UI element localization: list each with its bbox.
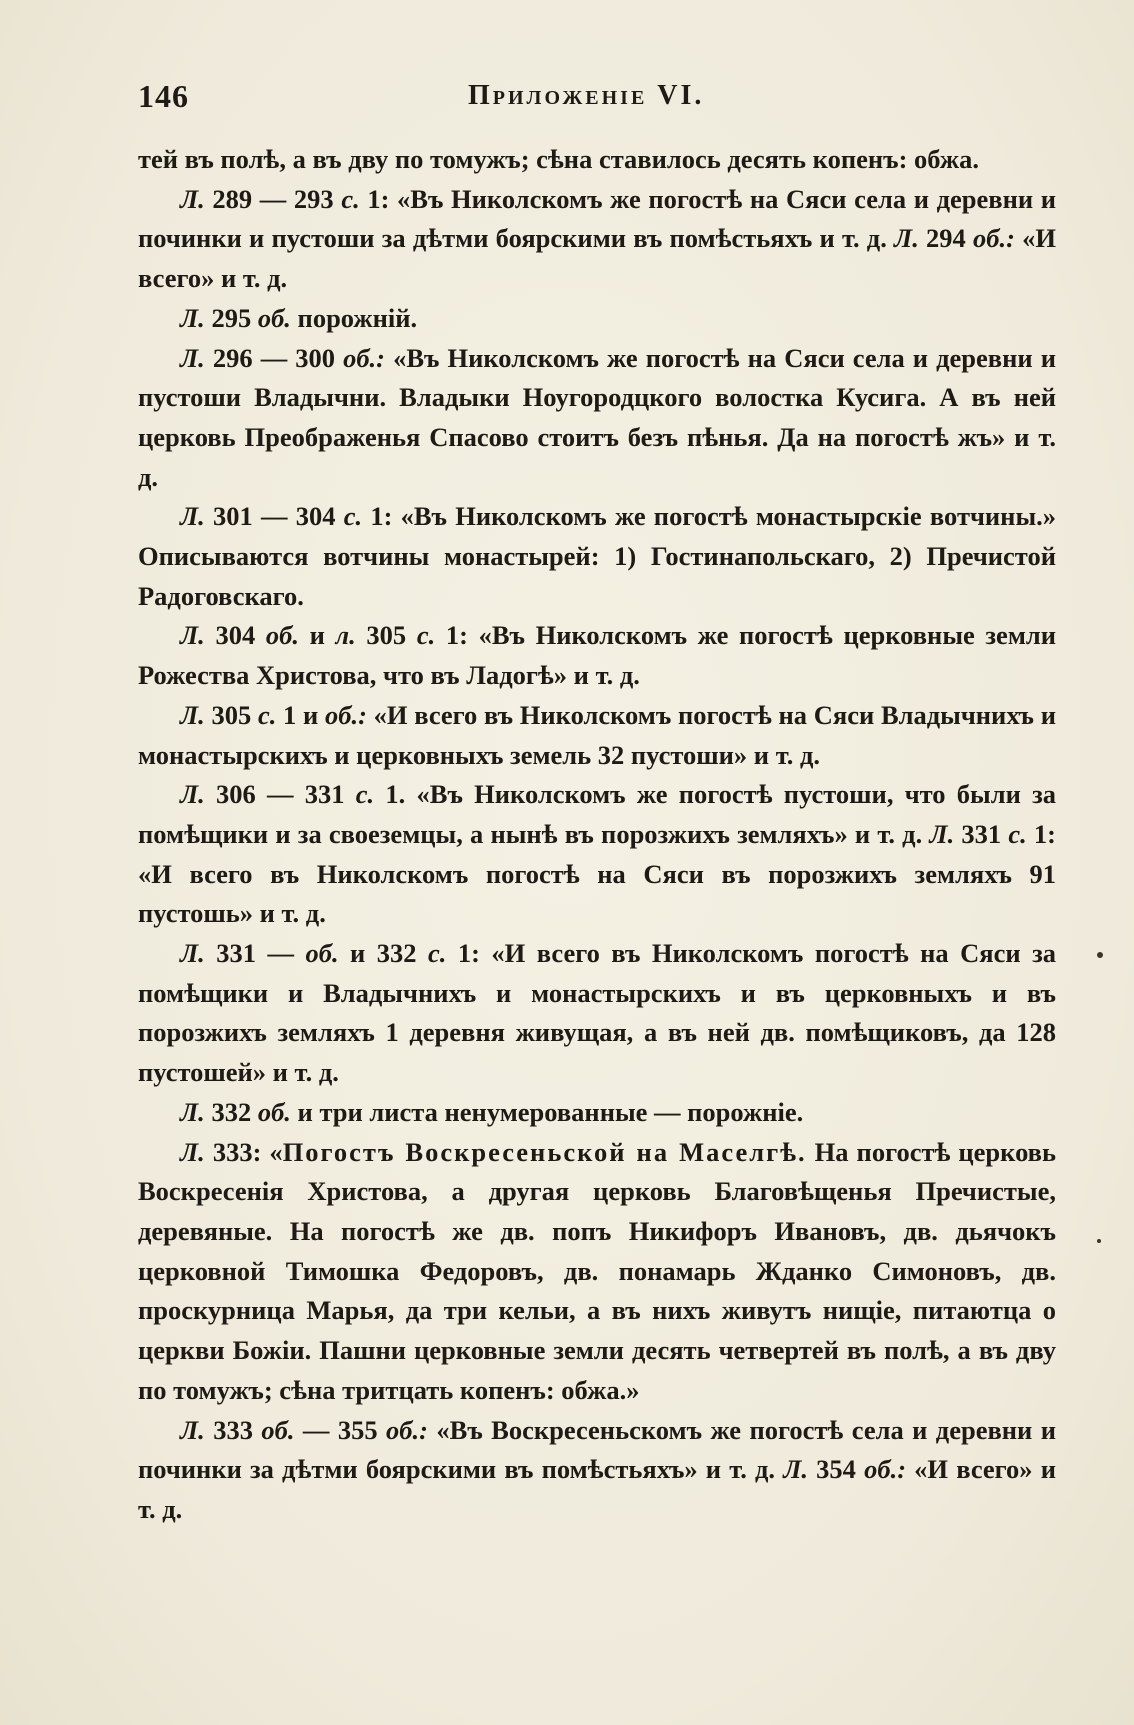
folio-reference: Л. xyxy=(180,342,205,373)
text-run: 333 xyxy=(204,1414,262,1445)
paragraph xyxy=(138,497,1056,616)
folio-reference: с. xyxy=(341,183,360,214)
text-run: 1: «Въ Николскомъ же погостѣ монастырскіе вотчины.» Описываются вотчины монастырей: 1) Гостинапольскаго, 2) Пречистой Радоговскаго. xyxy=(138,501,1057,611)
folio-reference: л. xyxy=(335,620,356,651)
text-run: 332 xyxy=(204,1096,258,1127)
folio-reference: с. xyxy=(355,779,375,810)
text-run: 296 — 300 xyxy=(204,342,344,373)
folio-reference: с. xyxy=(257,699,277,730)
folio-reference: Л. xyxy=(894,223,919,254)
folio-reference: об. xyxy=(257,1096,291,1127)
folio-reference: Л. xyxy=(180,1136,205,1167)
folio-reference: об.: xyxy=(324,699,367,730)
text-run: 1: «И всего въ Николскомъ погостѣ на Сяси въ порозжихъ земляхъ 91 пустошь» и т. д. xyxy=(138,818,1056,929)
text-run: На погостѣ церковь Воскресенія Христова, а другая церковь Благовѣщенья Пречистые, деревяные. На погостѣ же дв. попъ Никифоръ Ивановъ, дв. дьячокъ церковной Тимошка Федоровъ, дв. понамарь Жданко Симоновъ, дв. проскурница Марья, да три кельи, а въ нихъ живутъ нищіе, питаютца о церкви Божіи. Пашни церковные земли десять четвертей въ полѣ, а въ дву по томужъ; сѣна тритцать копенъ: обжа.» xyxy=(138,1136,1056,1405)
folio-reference: об. xyxy=(261,1414,295,1445)
folio-reference: Л. xyxy=(180,501,205,532)
text-run: Погостъ Воскресеньской на Маселгѣ. xyxy=(282,1136,807,1167)
text-run: 304 xyxy=(204,620,266,651)
text-run: «И всего» и т. д. xyxy=(138,1454,1056,1524)
folio-reference: Л. xyxy=(783,1454,809,1485)
folio-reference: Л. xyxy=(180,620,205,651)
folio-reference: Л. xyxy=(180,699,205,730)
text-run: «И всего въ Николскомъ погостѣ на Сяси Владычнихъ и монастырскихъ и церковныхъ земель 32 пустоши» и т. д. xyxy=(138,699,1056,770)
folio-reference: об.: xyxy=(343,342,385,373)
folio-reference: об. xyxy=(305,938,339,969)
folio-reference: Л. xyxy=(180,1414,205,1445)
paragraph xyxy=(138,1133,1056,1411)
text-run: 354 xyxy=(808,1454,865,1485)
paragraph xyxy=(138,775,1056,934)
text-run: «И всего» и т. д. xyxy=(138,223,1056,294)
text-run: 1. «Въ Николскомъ же погостѣ пустоши, что были за помѣщики и за своеземцы, а нынѣ въ порозжихъ земляхъ» и т. д. xyxy=(138,779,1057,849)
margin-speck xyxy=(1097,952,1103,958)
text-run: 1: «Въ Николскомъ же погостѣ на Сяси села и деревни и починки и пустоши за дѣтми боярскими въ помѣстьяхъ и т. д. xyxy=(138,183,1057,254)
folio-reference: Л. xyxy=(180,302,205,333)
text-run: 1 и xyxy=(276,699,325,730)
text-run: 305 xyxy=(204,699,258,730)
text-run: 1: «Въ Николскомъ же погостѣ церковные земли Рожества Христова, что въ Ладогѣ» и т. д. xyxy=(138,620,1057,691)
text-run: 289 — 293 xyxy=(204,183,342,214)
text-run: 333: « xyxy=(204,1136,283,1167)
folio-reference: Л. xyxy=(180,779,205,810)
paragraph xyxy=(138,696,1056,775)
folio-reference: Л. xyxy=(929,818,955,849)
text-run: — 355 xyxy=(294,1414,387,1445)
folio-reference: с. xyxy=(343,501,363,532)
text-run: и три листа ненумерованные — порожніе. xyxy=(290,1096,804,1127)
folio-reference: Л. xyxy=(180,1096,205,1127)
paragraph xyxy=(138,140,1056,180)
running-title: Приложеніе VI. xyxy=(468,80,705,111)
body-text xyxy=(138,140,1056,1530)
text-run: 306 — 331 xyxy=(204,779,356,810)
paragraph xyxy=(138,1411,1056,1530)
text-run: 301 — 304 xyxy=(204,501,344,532)
paragraph xyxy=(138,934,1056,1093)
text-run: порожній. xyxy=(290,302,418,333)
folio-reference: Л. xyxy=(180,938,205,969)
text-run: «Въ Воскресеньскомъ же погостѣ села и деревни и починки за дѣтми боярскими въ помѣстьяхъ» и т. д. xyxy=(138,1414,1057,1485)
paragraph xyxy=(138,180,1056,299)
text-run: и 332 xyxy=(338,938,428,969)
folio-reference: об. xyxy=(265,620,299,651)
folio-reference: об.: xyxy=(386,1414,428,1445)
text-run: 305 xyxy=(355,620,417,651)
text-run: тей въ полѣ, а въ дву по томужъ; сѣна ставилось десять копенъ: обжа. xyxy=(138,144,979,174)
text-run: 1: «И всего въ Николскомъ погостѣ на Сяси за помѣщики и Владычнихъ и монастырскихъ и въ церковныхъ и въ порозжихъ земляхъ 1 деревня живущая, а въ ней дв. помѣщиковъ, да 128 пустошей» и т. д. xyxy=(138,938,1056,1088)
text-run: 295 xyxy=(204,302,258,333)
paragraph xyxy=(138,299,1056,339)
text-run: 331 — xyxy=(204,938,306,969)
folio-reference: с. xyxy=(416,620,436,651)
folio-reference: с. xyxy=(428,938,447,969)
text-run: «Въ Николскомъ же погостѣ на Сяси села и деревни и пустоши Владычни. Владыки Ноугородцкого волостка Кусига. А въ ней церковь Преображенья Спасово стоитъ безъ пѣнья. Да на погостѣ жъ» и т. д. xyxy=(138,342,1056,492)
text-run: 331 xyxy=(954,818,1009,849)
folio-reference: об.: xyxy=(864,1454,907,1485)
page-header xyxy=(138,78,1058,122)
paragraph xyxy=(138,1093,1056,1133)
folio-reference: об.: xyxy=(973,223,1015,254)
margin-speck xyxy=(1097,1239,1101,1243)
folio-reference: с. xyxy=(1008,818,1027,849)
folio-reference: Л. xyxy=(180,183,205,214)
paragraph xyxy=(138,616,1056,695)
folio-reference: об. xyxy=(257,302,291,333)
text-run: 294 xyxy=(918,223,973,254)
page-number: 146 xyxy=(138,78,189,114)
text-run: и xyxy=(298,620,336,651)
paragraph xyxy=(138,339,1056,498)
